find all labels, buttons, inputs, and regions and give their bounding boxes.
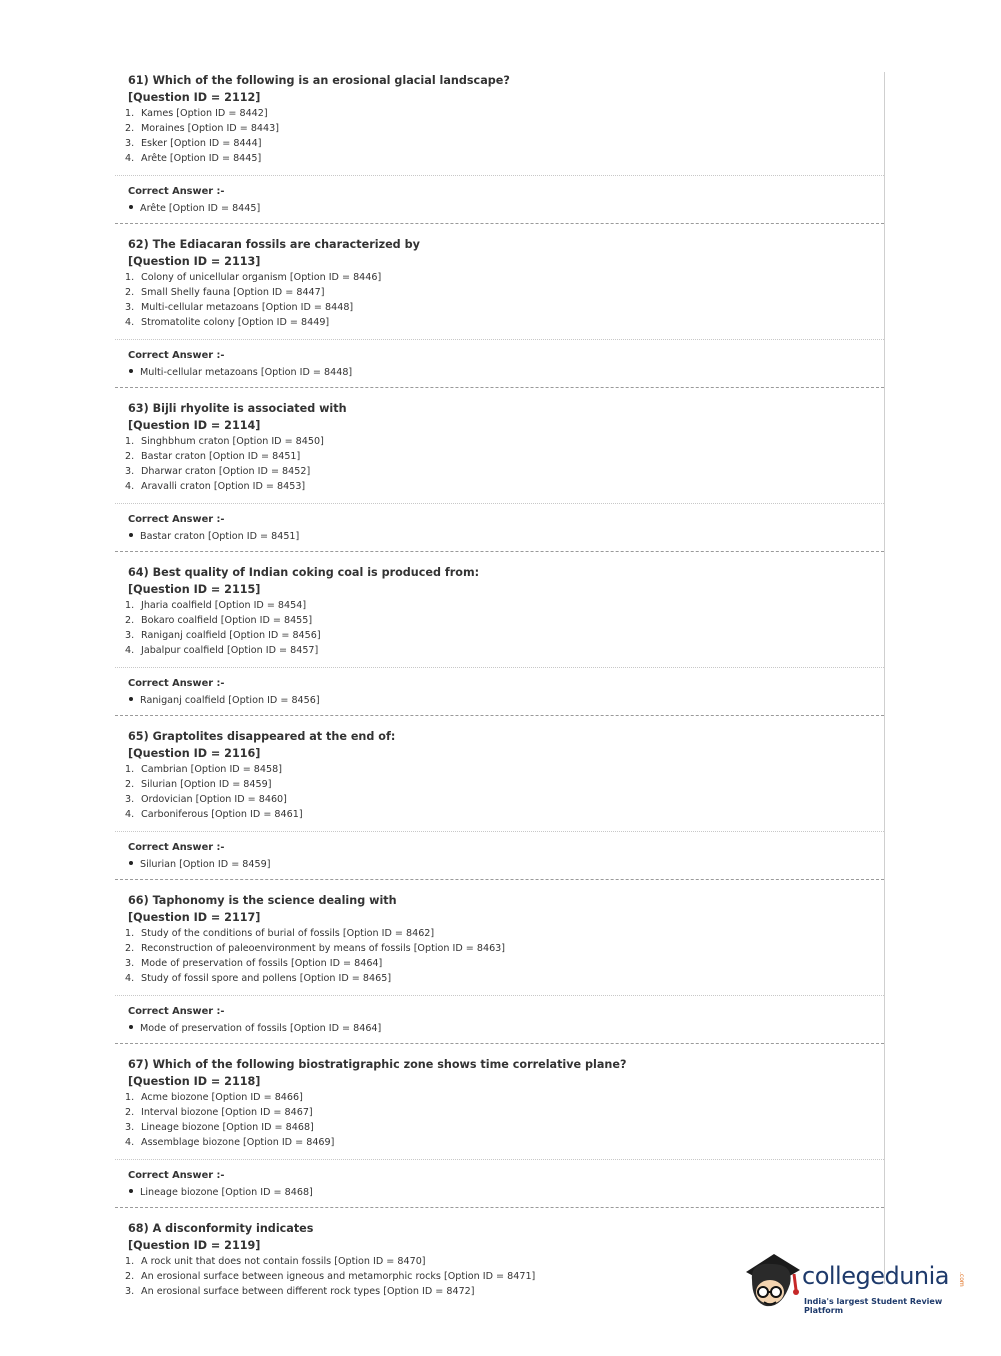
- option-item: [125, 464, 884, 479]
- question-body: [115, 388, 884, 504]
- option-item: [125, 434, 884, 449]
- logo-tagline: India's largest Student Review Platform: [804, 1297, 943, 1315]
- answer-label: Correct Answer :-: [128, 514, 225, 525]
- option-number: 1.: [125, 108, 135, 119]
- question-id: [Question ID = 2114]: [128, 419, 261, 432]
- question-title: 61) Which of the following is an erosional glacial landscape?: [128, 74, 510, 87]
- option-text: Study of the conditions of burial of fossils [Option ID = 8462]: [141, 928, 435, 939]
- option-item: [125, 300, 884, 315]
- option-item: [125, 792, 884, 807]
- answer-section: [115, 504, 884, 552]
- bullet-icon: [129, 533, 133, 537]
- option-item: [125, 121, 884, 136]
- question-body: [115, 880, 884, 996]
- option-item: [125, 643, 884, 658]
- option-text: Assemblage biozone [Option ID = 8469]: [141, 1137, 335, 1148]
- option-text: Silurian [Option ID = 8459]: [141, 779, 272, 790]
- question-id: [Question ID = 2118]: [128, 1075, 261, 1088]
- option-text: Lineage biozone [Option ID = 8468]: [141, 1122, 314, 1133]
- question-title: 64) Best quality of Indian coking coal is produced from:: [128, 566, 480, 579]
- answer-item: [128, 1020, 884, 1038]
- answer-label: Correct Answer :-: [128, 186, 225, 197]
- question-id: [Question ID = 2119]: [128, 1239, 261, 1252]
- option-text: Arête [Option ID = 8445]: [141, 153, 262, 164]
- option-list: [125, 762, 884, 822]
- option-list: [125, 926, 884, 986]
- option-text: An erosional surface between igneous and metamorphic rocks [Option ID = 8471]: [141, 1271, 536, 1282]
- option-item: [125, 807, 884, 822]
- option-text: Colony of unicellular organism [Option ID = 8446]: [141, 272, 382, 283]
- answer-section: [115, 340, 884, 388]
- option-text: A rock unit that does not contain fossils [Option ID = 8470]: [141, 1256, 426, 1267]
- answer-label: Correct Answer :-: [128, 842, 225, 853]
- option-text: Dharwar craton [Option ID = 8452]: [141, 466, 311, 477]
- option-number: 2.: [125, 943, 135, 954]
- answer-text: Silurian [Option ID = 8459]: [140, 859, 271, 870]
- answer-text: Mode of preservation of fossils [Option ID = 8464]: [140, 1023, 382, 1034]
- collegedunia-logo[interactable]: [742, 1250, 972, 1320]
- option-number: 3.: [125, 958, 135, 969]
- option-number: 4.: [125, 973, 135, 984]
- question-title: 67) Which of the following biostratigraphic zone shows time correlative plane?: [128, 1058, 627, 1071]
- question-block: [115, 552, 884, 716]
- answer-item: [128, 856, 884, 874]
- option-item: [125, 106, 884, 121]
- option-item: [125, 1090, 884, 1105]
- option-text: Raniganj coalfield [Option ID = 8456]: [141, 630, 321, 641]
- option-item: [125, 1135, 884, 1150]
- option-list: [125, 434, 884, 494]
- bullet-icon: [129, 205, 133, 209]
- option-number: 3.: [125, 794, 135, 805]
- option-text: Ordovician [Option ID = 8460]: [141, 794, 287, 805]
- bullet-icon: [129, 1025, 133, 1029]
- answer-section: [115, 996, 884, 1044]
- bullet-icon: [129, 861, 133, 865]
- answer-item: [128, 528, 884, 546]
- option-text: Study of fossil spore and pollens [Option ID = 8465]: [141, 973, 392, 984]
- answer-text: Bastar craton [Option ID = 8451]: [140, 531, 300, 542]
- option-text: Mode of preservation of fossils [Option ID = 8464]: [141, 958, 383, 969]
- option-item: [125, 613, 884, 628]
- question-block: [115, 72, 884, 224]
- answer-label: Correct Answer :-: [128, 1006, 225, 1017]
- option-number: 4.: [125, 645, 135, 656]
- option-list: [125, 106, 884, 166]
- answer-section: [115, 832, 884, 880]
- option-number: 2.: [125, 1271, 135, 1282]
- question-id: [Question ID = 2117]: [128, 911, 261, 924]
- option-item: [125, 956, 884, 971]
- answer-item: [128, 364, 884, 382]
- answer-section: [115, 176, 884, 224]
- option-number: 1.: [125, 1256, 135, 1267]
- option-item: [125, 628, 884, 643]
- question-block: [115, 1044, 884, 1208]
- option-item: [125, 598, 884, 613]
- option-text: Moraines [Option ID = 8443]: [141, 123, 279, 134]
- question-block: [115, 388, 884, 552]
- option-text: Interval biozone [Option ID = 8467]: [141, 1107, 313, 1118]
- option-text: Cambrian [Option ID = 8458]: [141, 764, 282, 775]
- option-item: [125, 762, 884, 777]
- option-number: 4.: [125, 809, 135, 820]
- option-number: 4.: [125, 481, 135, 492]
- option-number: 1.: [125, 928, 135, 939]
- option-item: [125, 479, 884, 494]
- option-item: [125, 926, 884, 941]
- bullet-icon: [129, 1189, 133, 1193]
- option-text: Kames [Option ID = 8442]: [141, 108, 268, 119]
- option-text: Singhbhum craton [Option ID = 8450]: [141, 436, 324, 447]
- answer-item: [128, 1184, 884, 1202]
- option-item: [125, 136, 884, 151]
- question-title: 63) Bijli rhyolite is associated with: [128, 402, 347, 415]
- option-number: 2.: [125, 123, 135, 134]
- option-list: [125, 270, 884, 330]
- option-number: 2.: [125, 779, 135, 790]
- option-number: 1.: [125, 272, 135, 283]
- answer-section: [115, 1160, 884, 1208]
- bullet-icon: [129, 369, 133, 373]
- question-id: [Question ID = 2115]: [128, 583, 261, 596]
- option-list: [125, 1090, 884, 1150]
- option-text: Reconstruction of paleoenvironment by means of fossils [Option ID = 8463]: [141, 943, 506, 954]
- option-number: 1.: [125, 1092, 135, 1103]
- option-text: Bokaro coalfield [Option ID = 8455]: [141, 615, 313, 626]
- option-number: 3.: [125, 138, 135, 149]
- option-text: Esker [Option ID = 8444]: [141, 138, 262, 149]
- question-body: [115, 1044, 884, 1160]
- question-id: [Question ID = 2116]: [128, 747, 261, 760]
- option-text: Jabalpur coalfield [Option ID = 8457]: [141, 645, 319, 656]
- option-text: Carboniferous [Option ID = 8461]: [141, 809, 303, 820]
- option-number: 3.: [125, 466, 135, 477]
- option-number: 1.: [125, 436, 135, 447]
- option-number: 2.: [125, 615, 135, 626]
- option-text: Small Shelly fauna [Option ID = 8447]: [141, 287, 325, 298]
- option-number: 3.: [125, 302, 135, 313]
- answer-text: Raniganj coalfield [Option ID = 8456]: [140, 695, 320, 706]
- question-id: [Question ID = 2113]: [128, 255, 261, 268]
- option-item: [125, 941, 884, 956]
- option-number: 4.: [125, 1137, 135, 1148]
- answer-item: [128, 200, 884, 218]
- question-block: [115, 716, 884, 880]
- question-title: 65) Graptolites disappeared at the end of:: [128, 730, 396, 743]
- answer-label: Correct Answer :-: [128, 1170, 225, 1181]
- option-number: 3.: [125, 1286, 135, 1297]
- option-number: 2.: [125, 287, 135, 298]
- option-item: [125, 777, 884, 792]
- option-number: 1.: [125, 600, 135, 611]
- option-number: 4.: [125, 153, 135, 164]
- option-text: Jharia coalfield [Option ID = 8454]: [141, 600, 307, 611]
- question-block: [115, 880, 884, 1044]
- logo-suffix: .com: [958, 1272, 965, 1287]
- option-item: [125, 151, 884, 166]
- option-item: [125, 285, 884, 300]
- question-title: 62) The Ediacaran fossils are characterized by: [128, 238, 420, 251]
- answer-text: Lineage biozone [Option ID = 8468]: [140, 1187, 313, 1198]
- question-body: [115, 552, 884, 668]
- answer-section: [115, 668, 884, 716]
- option-text: Multi-cellular metazoans [Option ID = 8448]: [141, 302, 354, 313]
- option-item: [125, 1105, 884, 1120]
- answer-item: [128, 692, 884, 710]
- answer-text: Arête [Option ID = 8445]: [140, 203, 261, 214]
- option-number: 3.: [125, 1122, 135, 1133]
- bullet-icon: [129, 697, 133, 701]
- question-body: [115, 716, 884, 832]
- question-title: 66) Taphonomy is the science dealing with: [128, 894, 397, 907]
- question-body: [115, 72, 884, 176]
- option-number: 3.: [125, 630, 135, 641]
- option-number: 1.: [125, 764, 135, 775]
- option-text: Acme biozone [Option ID = 8466]: [141, 1092, 303, 1103]
- answer-label: Correct Answer :-: [128, 350, 225, 361]
- option-text: An erosional surface between different rock types [Option ID = 8472]: [141, 1286, 475, 1297]
- option-number: 4.: [125, 317, 135, 328]
- option-number: 2.: [125, 1107, 135, 1118]
- question-title: 68) A disconformity indicates: [128, 1222, 314, 1235]
- question-id: [Question ID = 2112]: [128, 91, 261, 104]
- option-text: Aravalli craton [Option ID = 8453]: [141, 481, 306, 492]
- option-item: [125, 1120, 884, 1135]
- answer-label: Correct Answer :-: [128, 678, 225, 689]
- option-list: [125, 598, 884, 658]
- question-body: [115, 224, 884, 340]
- option-number: 2.: [125, 451, 135, 462]
- answer-text: Multi-cellular metazoans [Option ID = 8448]: [140, 367, 353, 378]
- mascot-icon: [742, 1250, 804, 1312]
- option-item: [125, 449, 884, 464]
- option-item: [125, 270, 884, 285]
- option-text: Bastar craton [Option ID = 8451]: [141, 451, 301, 462]
- option-text: Stromatolite colony [Option ID = 8449]: [141, 317, 330, 328]
- option-item: [125, 315, 884, 330]
- option-item: [125, 971, 884, 986]
- logo-name: collegedunia: [802, 1262, 950, 1290]
- question-block: [115, 224, 884, 388]
